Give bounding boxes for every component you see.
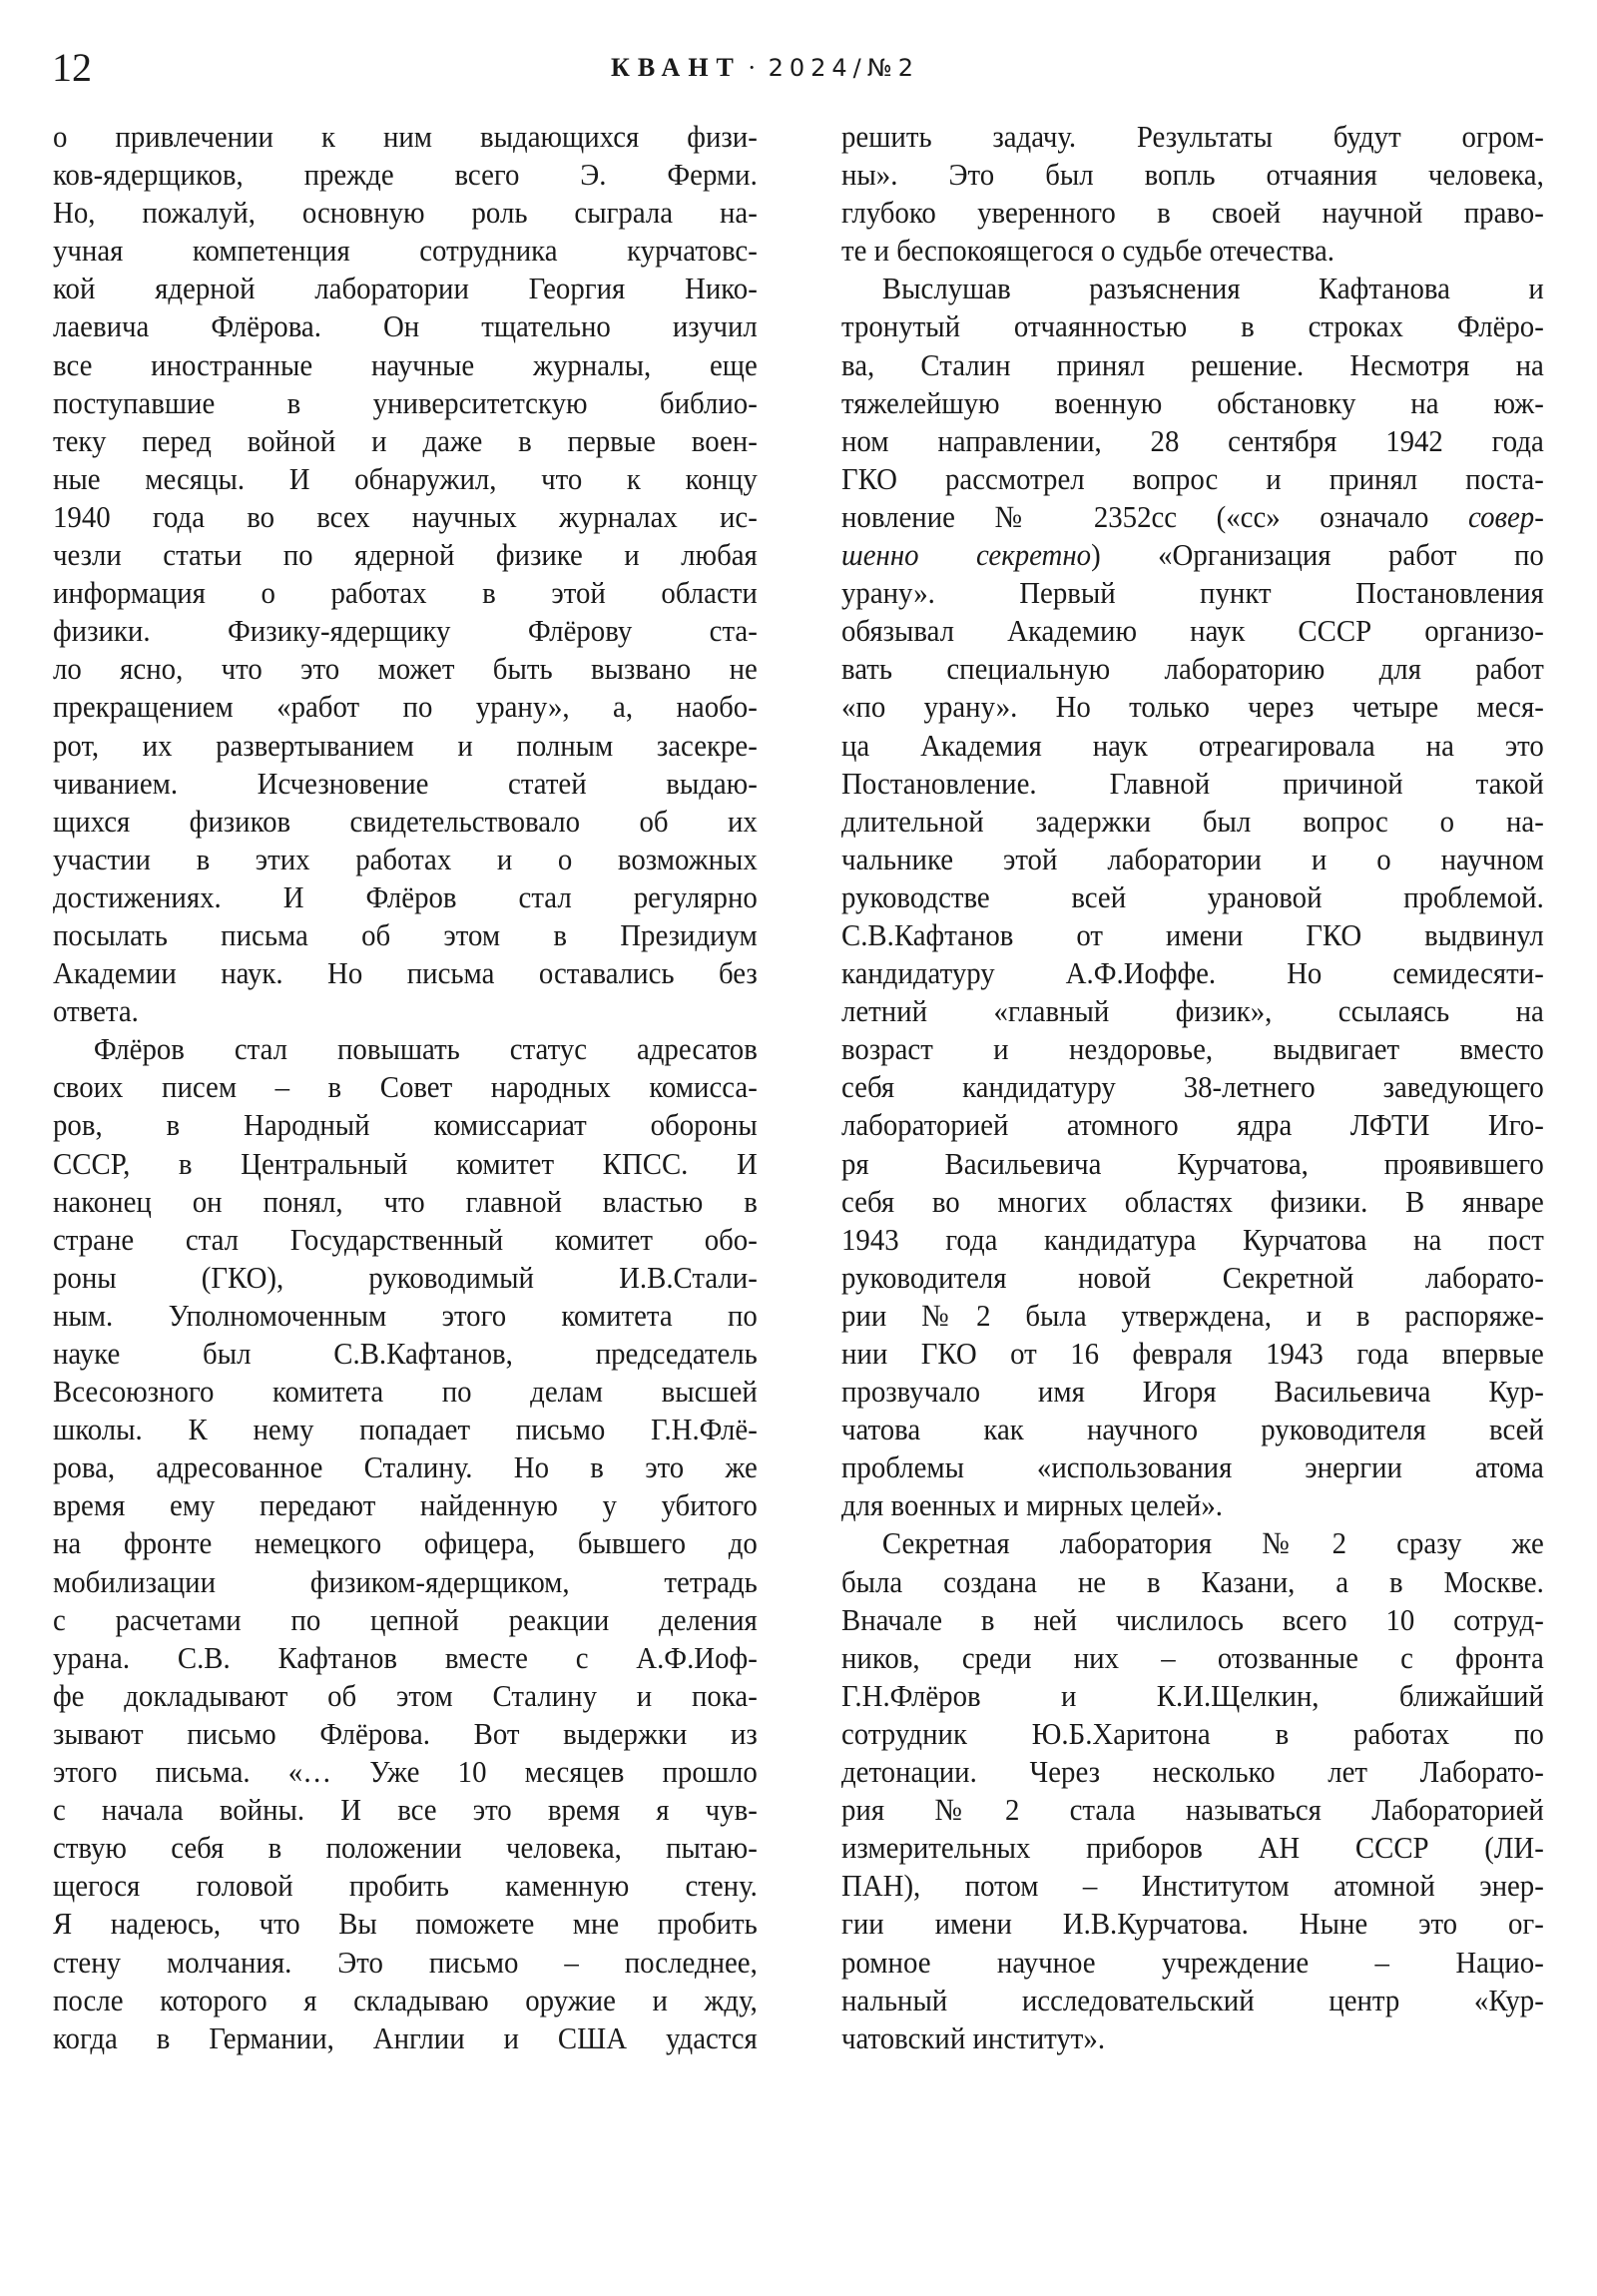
text-line: руководстве всей урановой проблемой. <box>841 878 1544 914</box>
text-line: рии №2 была утверждена, и в распоряже- <box>841 1297 1544 1333</box>
text-line: Флёров стал повышать статус адресатов <box>93 1031 758 1067</box>
text-line: школы. К нему попадает письмо Г.Н.Флё- <box>53 1412 758 1447</box>
text-line: тяжелейшую военную обстановку на юж- <box>841 384 1544 420</box>
issue-number: 2024/№2 <box>768 54 919 82</box>
text-line: теку перед войной и даже в первые воен- <box>53 422 758 458</box>
text-line: «по урану». Но только через четыре меся- <box>841 689 1544 725</box>
text-line: когда в Германии, Англии и США удастся <box>53 2019 758 2055</box>
text-line: ным. Уполномоченным этого комитета по <box>53 1297 758 1333</box>
text-line: ГКО рассмотрел вопрос и принял поста- <box>841 460 1544 496</box>
text-line: участии в этих работах и о возможных <box>53 841 758 876</box>
text-line: чатова как научного руководителя всей <box>841 1412 1544 1447</box>
text-line: Но, пожалуй, основную роль сыграла на- <box>53 195 758 231</box>
text-line: сотрудник Ю.Б.Харитона в работах по <box>841 1715 1544 1751</box>
text-line: Я надеюсь, что Вы поможете мне пробить <box>53 1906 758 1942</box>
text-line: чатовский институт». <box>841 2019 1106 2055</box>
text-column-right <box>841 118 1544 2057</box>
italic-text-run: шенно секретно <box>841 537 1092 573</box>
text-line: руководителя новой Секретной лаборато- <box>841 1259 1544 1295</box>
text-line: ПАН), потом – Институтом атомной энер- <box>841 1868 1544 1904</box>
text-line: мобилизации физиком-ядерщиком, тетрадь <box>53 1563 758 1599</box>
text-line: прозвучало имя Игоря Васильевича Кур- <box>841 1374 1544 1410</box>
text-line: ромное научное учреждение – Нацио- <box>841 1944 1544 1980</box>
text-line: ров, в Народный комиссариат обороны <box>53 1107 758 1143</box>
text-line: гии имени И.В.Курчатова. Ныне это ог- <box>841 1906 1544 1942</box>
text-line: ря Васильевича Курчатова, проявившего <box>841 1145 1544 1181</box>
text-line: с расчетами по цепной реакции деления <box>53 1601 758 1637</box>
text-line: все иностранные научные журналы, еще <box>53 346 758 382</box>
text-line: Постановление. Главной причиной такой <box>841 765 1544 801</box>
text-line: длительной задержки был вопрос о на- <box>841 803 1544 839</box>
page-number: 12 <box>52 45 92 90</box>
text-line: ные месяцы. И обнаружил, что к концу <box>53 460 758 496</box>
text-line <box>841 536 1544 574</box>
text-line: кандидатуру А.Ф.Иоффе. Но семидесяти- <box>841 955 1544 991</box>
text-line: рова, адресованное Сталину. Но в это же <box>53 1449 758 1485</box>
text-line: себя кандидатуру 38-летнего заведующего <box>841 1069 1544 1105</box>
text-line: лабораторией атомного ядра ЛФТИ Иго- <box>841 1107 1544 1143</box>
text-line: ном направлении, 28 сентября 1942 года <box>841 422 1544 458</box>
italic-text-run: совер- <box>1467 498 1544 534</box>
text-line: после которого я складываю оружие и жду, <box>53 1982 758 2017</box>
text-line: нии ГКО от 16 февраля 1943 года впервые <box>841 1336 1544 1371</box>
text-line: информация о работах в этой области <box>53 575 758 611</box>
text-line: 1940 года во всех научных журналах ис- <box>53 498 758 534</box>
text-column-left <box>53 118 758 2057</box>
running-head <box>611 50 919 86</box>
text-line: прекращением «работ по урану», а, наобо- <box>53 689 758 725</box>
text-line: Г.Н.Флёров и К.И.Щелкин, ближайший <box>841 1677 1544 1713</box>
text-line: зывают письмо Флёрова. Вот выдержки из <box>53 1715 758 1751</box>
text-line: решить задачу. Результаты будут огром- <box>841 119 1544 154</box>
text-line: урана. С.В. Кафтанов вместе с А.Ф.Иоф- <box>53 1639 758 1675</box>
text-line: глубоко уверенного в своей научной право- <box>841 195 1544 231</box>
text-line: чезли статьи по ядерной физике и любая <box>53 537 758 573</box>
text-line: измерительных приборов АН СССР (ЛИ- <box>841 1830 1544 1866</box>
text-line: Секретная лаборатория №2 сразу же <box>881 1525 1544 1561</box>
text-line: стену молчания. Это письмо – последнее, <box>53 1944 758 1980</box>
text-line: ствую себя в положении человека, пытаю- <box>53 1830 758 1866</box>
text-line: ца Академия наук отреагировала на это <box>841 727 1544 763</box>
text-line: детонации. Через несколько лет Лаборато- <box>841 1754 1544 1790</box>
text-line: поступавшие в университетскую библио- <box>53 384 758 420</box>
text-line: рот, их развертыванием и полным засекре- <box>53 727 758 763</box>
journal-title: КВАНТ <box>611 53 742 82</box>
text-line: с начала войны. И все это время я чув- <box>53 1792 758 1828</box>
text-line: этого письма. «… Уже 10 месяцев прошло <box>53 1754 758 1790</box>
text-line: ков-ядерщиков, прежде всего Э. Ферми. <box>53 157 758 193</box>
text-line: о привлечении к ним выдающихся физи- <box>53 119 758 154</box>
text-line: науке был С.В.Кафтанов, председатель <box>53 1336 758 1371</box>
text-line: урану». Первый пункт Постановления <box>841 575 1544 611</box>
text-line: для военных и мирных целей». <box>841 1487 1223 1523</box>
header-separator: · <box>747 53 757 82</box>
text-line: достижениях. И Флёров стал регулярно <box>53 878 758 914</box>
text-line: лаевича Флёрова. Он тщательно изучил <box>53 308 758 344</box>
text-line: нальный исследовательский центр «Кур- <box>841 1982 1544 2017</box>
text-line: физики. Физику-ядерщику Флёрову ста- <box>53 613 758 649</box>
text-line: кой ядерной лаборатории Георгия Нико- <box>53 271 758 306</box>
text-line: Всесоюзного комитета по делам высшей <box>53 1374 758 1410</box>
text-line: себя во многих областях физики. В январе <box>841 1183 1544 1219</box>
text-line: те и беспокоящегося о судьбе отечества. <box>841 233 1334 269</box>
text-line: чальнике этой лаборатории и о научном <box>841 841 1544 876</box>
text-line: наконец он понял, что главной властью в <box>53 1183 758 1219</box>
text-line: щегося головой пробить каменную стену. <box>53 1868 758 1904</box>
text-line <box>841 498 1544 536</box>
text-line: ны». Это был вопль отчаяния человека, <box>841 157 1544 193</box>
text-line: проблемы «использования энергии атома <box>841 1449 1544 1485</box>
text-line: ников, среди них – отозванные с фронта <box>841 1639 1544 1675</box>
text-line: ва, Сталин принял решение. Несмотря на <box>841 346 1544 382</box>
text-line: Вначале в ней числилось всего 10 сотруд- <box>841 1601 1544 1637</box>
text-line: ответа. <box>53 993 139 1029</box>
text-run: новление № 2352сс («сс» означало <box>841 498 1468 534</box>
text-line: С.В.Кафтанов от имени ГКО выдвинул <box>841 916 1544 952</box>
text-line: учная компетенция сотрудника курчатовс- <box>53 233 758 269</box>
text-line: посылать письма об этом в Президиум <box>53 916 758 952</box>
text-line: СССР, в Центральный комитет КПСС. И <box>53 1145 758 1181</box>
text-line: роны (ГКО), руководимый И.В.Стали- <box>53 1259 758 1295</box>
text-line: на фронте немецкого офицера, бывшего до <box>53 1525 758 1561</box>
text-line: время ему передают найденную у убитого <box>53 1487 758 1523</box>
text-line: стране стал Государственный комитет обо- <box>53 1221 758 1257</box>
text-line: чиванием. Исчезновение статей выдаю- <box>53 765 758 801</box>
text-line: обязывал Академию наук СССР организо- <box>841 613 1544 649</box>
text-line: 1943 года кандидатура Курчатова на пост <box>841 1221 1544 1257</box>
text-line: тронутый отчаянностью в строках Флёро- <box>841 308 1544 344</box>
text-line: вать специальную лабораторию для работ <box>841 651 1544 687</box>
text-line: была создана не в Казани, а в Москве. <box>841 1563 1544 1599</box>
text-line: Академии наук. Но письма оставались без <box>53 955 758 991</box>
text-line: рия №2 стала называться Лабораторией <box>841 1792 1544 1828</box>
text-line: возраст и нездоровье, выдвигает вместо <box>841 1031 1544 1067</box>
text-line: Выслушав разъяснения Кафтанова и <box>881 271 1544 306</box>
text-line: ло ясно, что это может быть вызвано не <box>53 651 758 687</box>
text-line: фе докладывают об этом Сталину и пока- <box>53 1677 758 1713</box>
text-line: щихся физиков свидетельствовало об их <box>53 803 758 839</box>
text-run: ) «Организация работ по <box>1091 537 1544 573</box>
text-line: своих писем – в Совет народных комисса- <box>53 1069 758 1105</box>
text-line: летний «главный физик», ссылаясь на <box>841 993 1544 1029</box>
